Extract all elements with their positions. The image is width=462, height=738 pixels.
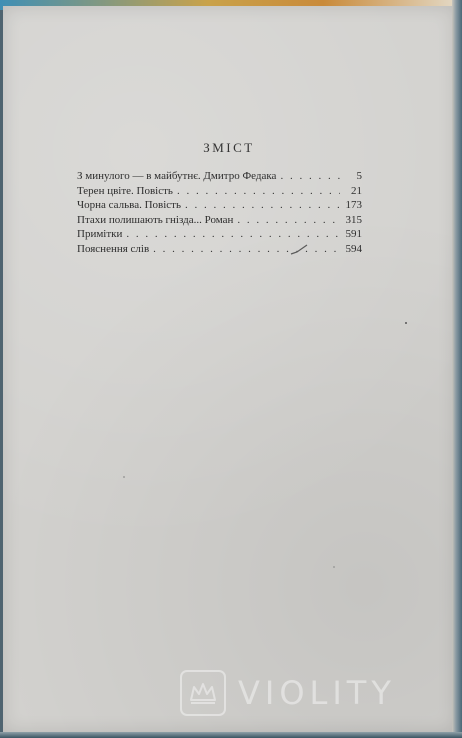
toc-entry-label: Птахи полишають гнізда... Роман [77,213,234,226]
book-page [3,6,455,732]
crown-icon [180,670,226,716]
toc-entry-label: Примітки [77,228,123,241]
page-edge-bottom [0,732,462,738]
toc-entry-label: З минулого — в майбутнє. Дмитро Федака [77,170,277,182]
table-of-contents [77,170,362,258]
toc-leader-dots [126,228,340,240]
toc-entry-page: 315 [345,213,362,226]
toc-entry-page: 5 [356,170,362,182]
toc-leader-dots [280,170,340,182]
toc-entry [77,199,362,214]
page-edge-right [452,0,462,738]
toc-entry [77,243,362,258]
toc-entry-label: Терен цвіте. Повість [77,184,173,197]
toc-entry [77,228,362,243]
toc-entry-page: 594 [345,242,362,255]
paper-speck [333,566,335,568]
toc-leader-dots [237,214,340,226]
pen-mark [289,244,309,256]
watermark [180,666,442,720]
toc-entry-page: 591 [345,228,362,241]
paper-speck [405,322,407,324]
toc-leader-dots [185,199,340,211]
toc-entry [77,170,362,185]
toc-leader-dots [153,243,340,255]
toc-entry-page: 21 [351,184,362,197]
paper-speck [123,476,125,478]
toc-leader-dots [177,185,340,197]
toc-entry-label: Чорна сальва. Повість [77,199,182,212]
toc-entry-label: Пояснення слів [77,242,150,255]
toc-title: ЗМІСТ [203,140,255,155]
toc-entry [77,214,362,229]
toc-entry-page: 173 [345,199,362,212]
toc-entry [77,185,362,200]
watermark-text: VIOLITY [238,674,396,712]
